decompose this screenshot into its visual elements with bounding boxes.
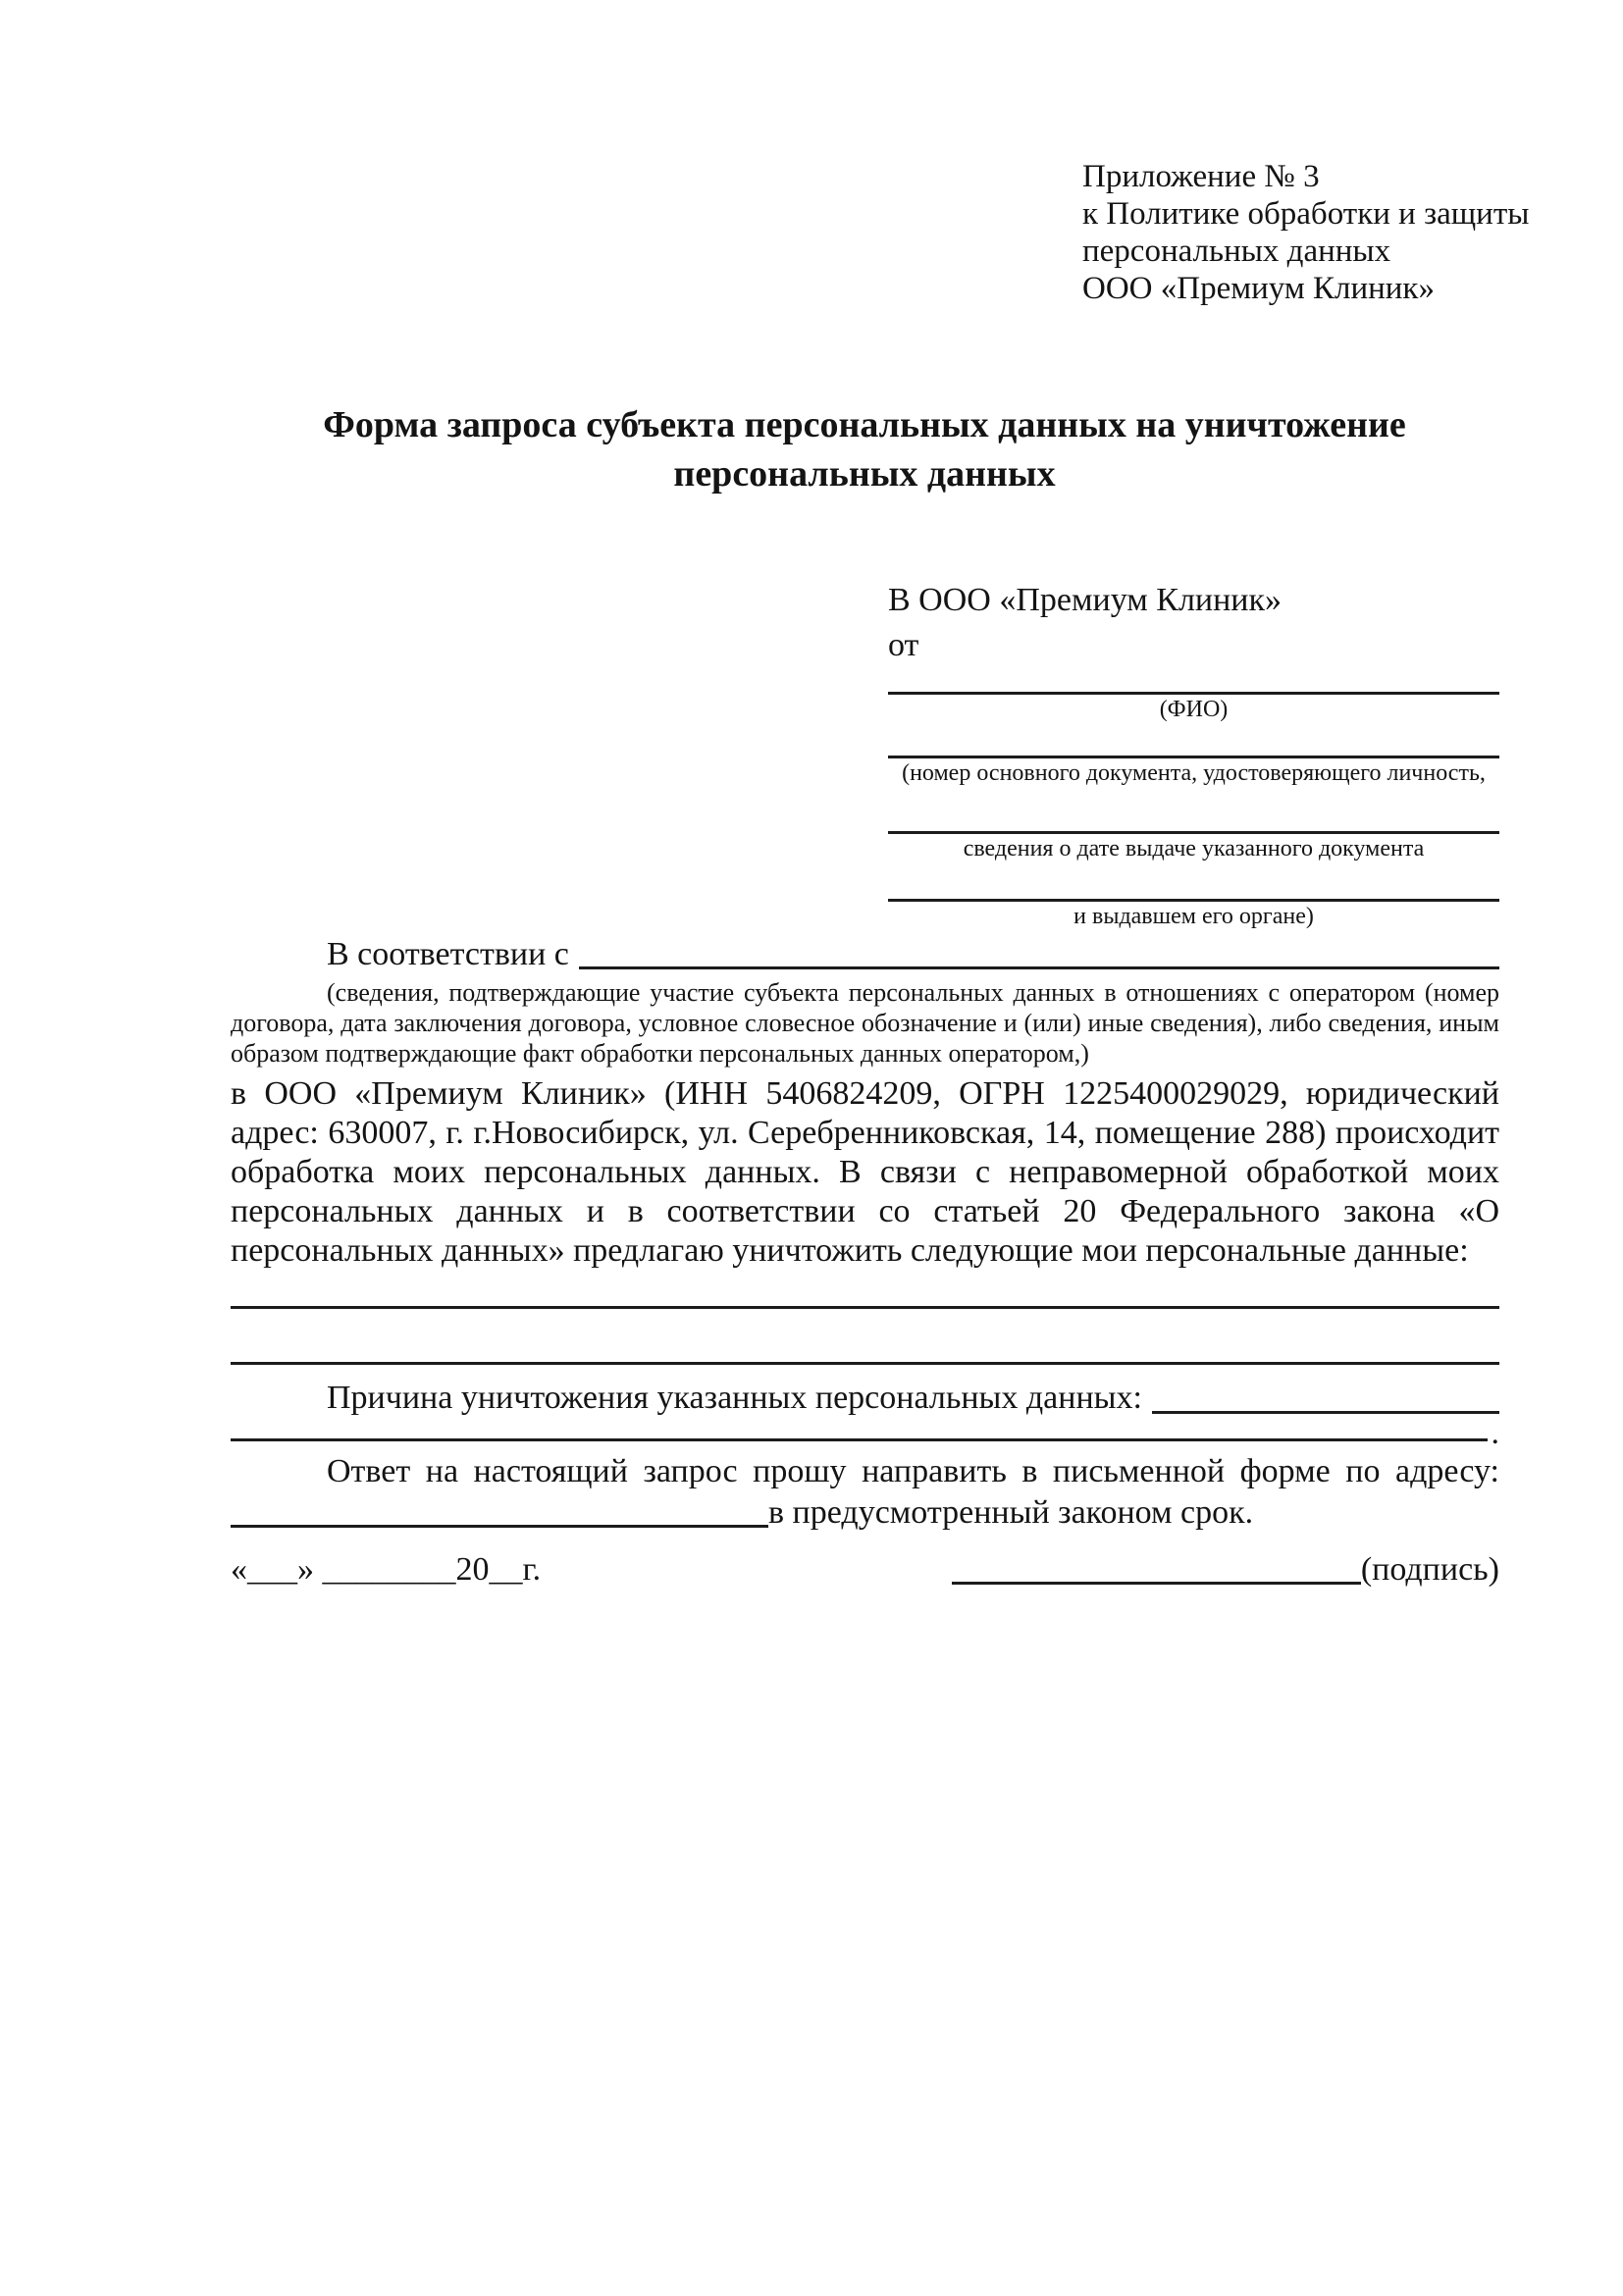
reason-period: . <box>1491 1415 1499 1451</box>
basis-input-line[interactable] <box>579 966 1499 969</box>
doc-number-caption: (номер основного документа, удостоверяющего личность, <box>902 760 1486 786</box>
basis-row <box>231 934 1499 975</box>
page-title: Форма запроса субъекта персональных данных на уничтожение персональных данных <box>323 404 1406 495</box>
reason-close-row <box>231 1415 1499 1451</box>
response-request-line: Ответ на настоящий запрос прошу направить в письменной форме по адресу: <box>327 1453 1499 1489</box>
doc-issue-date-caption: сведения о дате выдаче указанного документа <box>963 836 1425 861</box>
recipient-line: В ООО «Премиум Клиник» <box>888 582 1283 618</box>
reason-input-line[interactable] <box>1152 1411 1499 1414</box>
appendix-note-line: к Политике обработки и защиты <box>1082 196 1530 232</box>
from-label: от <box>888 627 919 663</box>
reason-row <box>231 1377 1499 1420</box>
appendix-note-line: персональных данных <box>1082 234 1391 269</box>
appendix-note-line: Приложение № 3 <box>1082 159 1320 194</box>
reason-label: Причина уничтожения указанных персональных данных: <box>327 1380 1142 1416</box>
appendix-note-line: ООО «Премиум Клиник» <box>1082 271 1435 306</box>
data-to-destroy-input-line-1[interactable] <box>231 1271 1499 1309</box>
request-body <box>231 934 1499 1591</box>
date-signature-row <box>231 1549 1499 1591</box>
fio-caption: (ФИО) <box>1159 697 1229 722</box>
basis-explanation: (сведения, подтверждающие участие субъекта персональных данных в отношениях с оператором (номер договора, дата заключения договора, условное словесное обозначение и (или) иные сведения), либо сведения, иным образом подтверждающие факт обработки персональных данных оператором,) <box>231 978 1499 1068</box>
reason-input-line-2[interactable] <box>231 1438 1488 1441</box>
addressee-block <box>888 578 1499 931</box>
data-to-destroy-input-line-2[interactable] <box>231 1309 1499 1365</box>
date-placeholder[interactable]: «___» ________20__г. <box>231 1551 542 1588</box>
request-paragraph: в ООО «Премиум Клиник» (ИНН 5406824209, ОГРН 1225400029029, юридический адрес: 630007, г. г.Новосибирск, ул. Серебренниковская, 14, помещение 288) происходит обработка моих персональных данных. В связи с неправомерной обработкой моих персональных данных и в соответствии со статьей 20 Федерального закона «О персональных данных» предлагаю уничтожить следующие мои персональные данные: <box>231 1075 1499 1269</box>
signature-input-line[interactable] <box>952 1582 1361 1585</box>
signature-caption: (подпись) <box>1360 1551 1499 1588</box>
basis-label: В соответствии с <box>327 936 569 972</box>
doc-issuer-caption: и выдавшем его органе) <box>1073 904 1314 929</box>
response-tail: в предусмотренный законом срок. <box>768 1494 1254 1531</box>
appendix-note <box>1082 158 1530 307</box>
response-address-input-line[interactable] <box>231 1525 768 1528</box>
response-address-row <box>231 1492 1499 1534</box>
signature-group <box>952 1549 1499 1591</box>
